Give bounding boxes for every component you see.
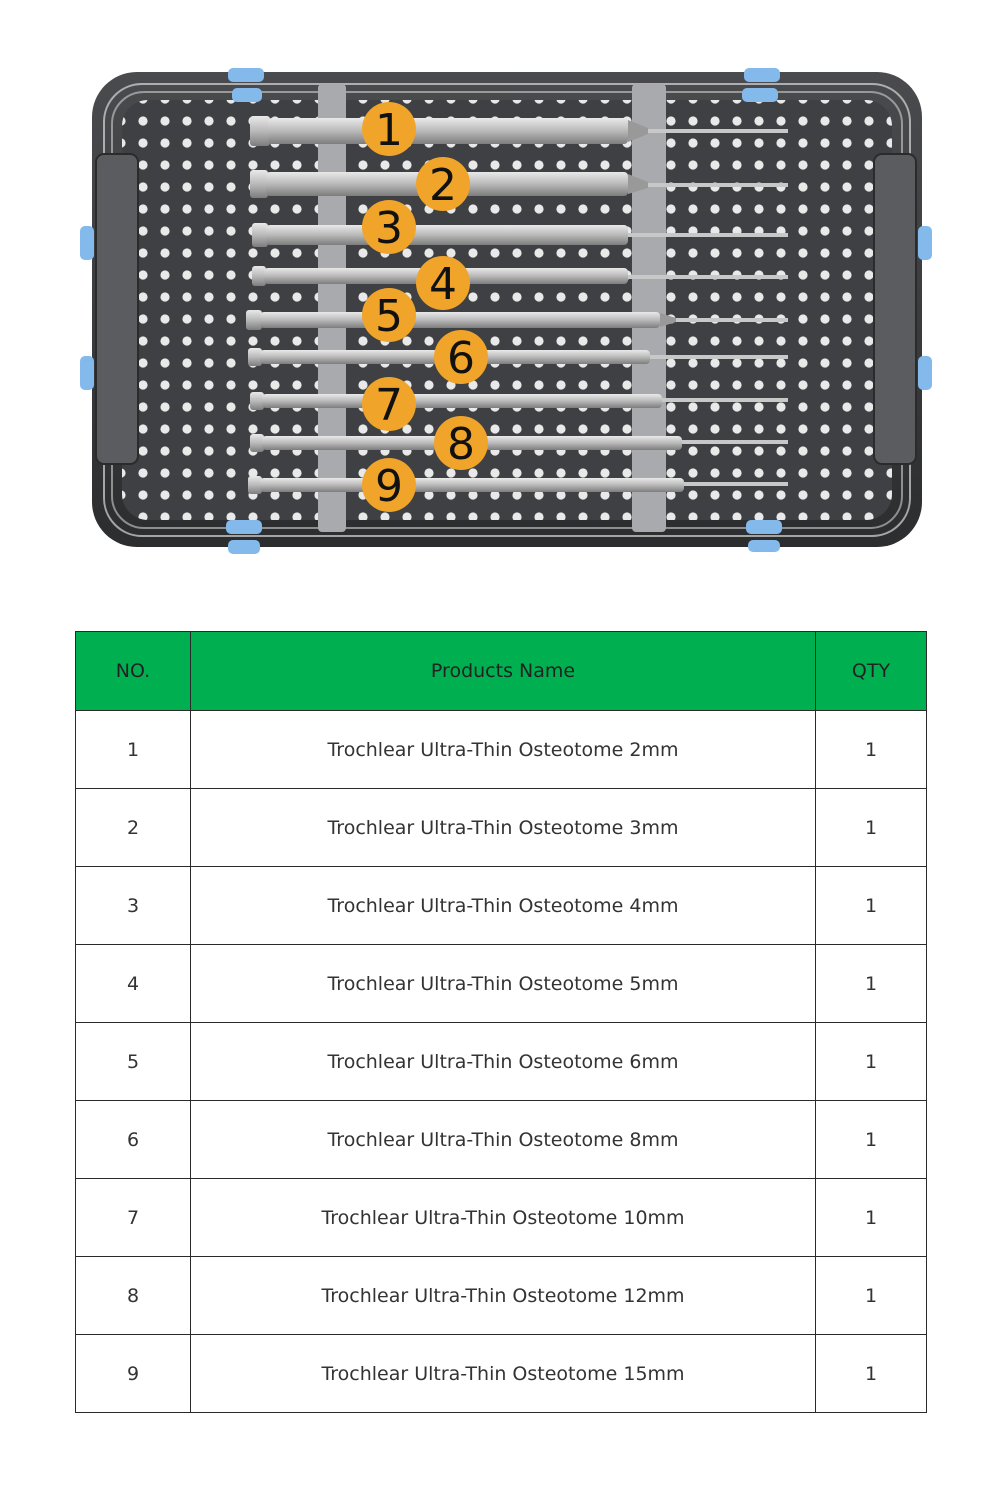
svg-text:9: 9	[375, 461, 403, 512]
svg-text:8: 8	[447, 419, 475, 470]
cell-no: 8	[76, 1257, 191, 1335]
cell-qty: 1	[816, 1023, 927, 1101]
table-row	[76, 789, 927, 867]
cell-product-name: Trochlear Ultra-Thin Osteotome 12mm	[191, 1257, 816, 1335]
badge-2	[416, 157, 470, 211]
cell-product-name: Trochlear Ultra-Thin Osteotome 2mm	[191, 711, 816, 789]
badge-7	[362, 377, 416, 431]
badge-9	[362, 458, 416, 512]
cell-product-name: Trochlear Ultra-Thin Osteotome 10mm	[191, 1179, 816, 1257]
header-qty: QTY	[816, 632, 927, 711]
cell-no: 6	[76, 1101, 191, 1179]
cell-qty: 1	[816, 1335, 927, 1413]
cell-product-name: Trochlear Ultra-Thin Osteotome 4mm	[191, 867, 816, 945]
table-row	[76, 1257, 927, 1335]
svg-text:5: 5	[375, 291, 403, 342]
product-table	[75, 631, 927, 1413]
badge-1	[362, 102, 416, 156]
svg-text:3: 3	[375, 203, 403, 254]
cell-no: 9	[76, 1335, 191, 1413]
cell-product-name: Trochlear Ultra-Thin Osteotome 3mm	[191, 789, 816, 867]
table-row	[76, 867, 927, 945]
table-row	[76, 711, 927, 789]
table-row	[76, 1335, 927, 1413]
svg-text:7: 7	[375, 380, 403, 431]
table-row	[76, 1101, 927, 1179]
cell-qty: 1	[816, 867, 927, 945]
table-header-row	[76, 632, 927, 711]
cell-qty: 1	[816, 945, 927, 1023]
cell-qty: 1	[816, 1179, 927, 1257]
cell-no: 4	[76, 945, 191, 1023]
left-handle	[96, 154, 138, 464]
product-table-container	[75, 631, 926, 1413]
table-row	[76, 945, 927, 1023]
cell-qty: 1	[816, 711, 927, 789]
holder-bar-right	[632, 84, 666, 532]
badge-4	[416, 256, 470, 310]
svg-text:2: 2	[429, 160, 457, 211]
cell-product-name: Trochlear Ultra-Thin Osteotome 8mm	[191, 1101, 816, 1179]
cell-qty: 1	[816, 789, 927, 867]
holder-bar-left	[318, 84, 346, 532]
badge-6	[434, 330, 488, 384]
cell-no: 5	[76, 1023, 191, 1101]
badge-5	[362, 288, 416, 342]
instrument-tray-photo	[0, 0, 1000, 600]
cell-no: 7	[76, 1179, 191, 1257]
cell-qty: 1	[816, 1257, 927, 1335]
table-row	[76, 1023, 927, 1101]
cell-product-name: Trochlear Ultra-Thin Osteotome 6mm	[191, 1023, 816, 1101]
cell-qty: 1	[816, 1101, 927, 1179]
svg-text:6: 6	[447, 333, 475, 384]
cell-product-name: Trochlear Ultra-Thin Osteotome 15mm	[191, 1335, 816, 1413]
header-no: NO.	[76, 632, 191, 711]
badge-8	[434, 416, 488, 470]
instrument-tray-icon	[0, 0, 1000, 600]
cell-no: 1	[76, 711, 191, 789]
cell-product-name: Trochlear Ultra-Thin Osteotome 5mm	[191, 945, 816, 1023]
header-products-name: Products Name	[191, 632, 816, 711]
svg-text:4: 4	[429, 259, 457, 310]
table-row	[76, 1179, 927, 1257]
svg-text:1: 1	[375, 105, 403, 156]
cell-no: 3	[76, 867, 191, 945]
cell-no: 2	[76, 789, 191, 867]
right-handle	[874, 154, 916, 464]
badge-3	[362, 200, 416, 254]
